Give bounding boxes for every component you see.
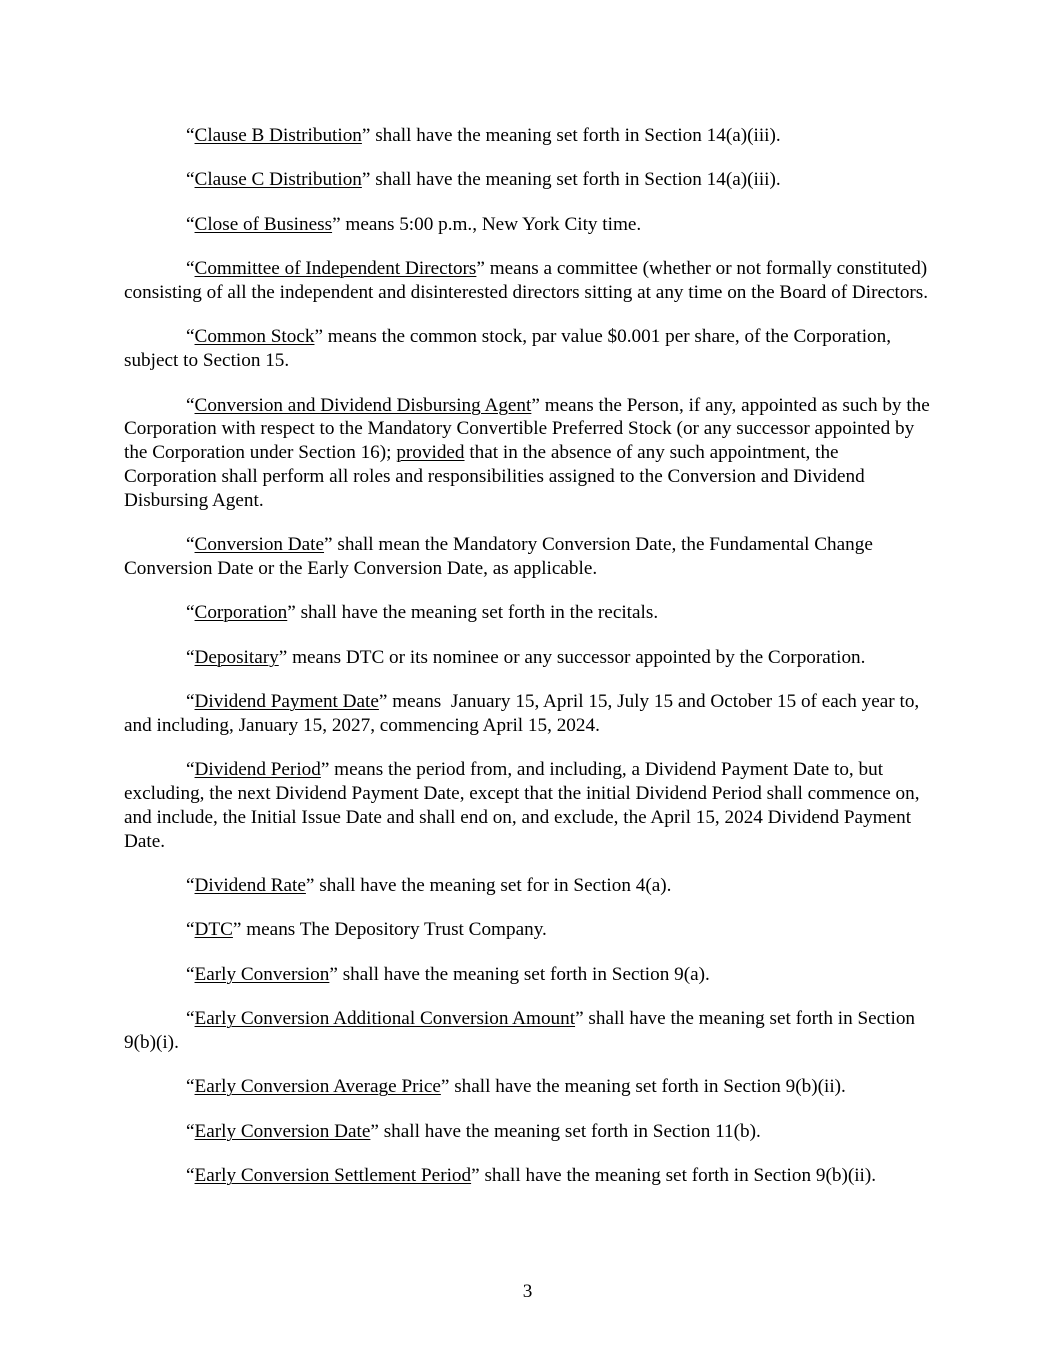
definition-text: shall have the meaning set for in Section 4(a). <box>314 875 672 897</box>
defined-term: Common Stock <box>194 326 315 348</box>
defined-term: Early Conversion Additional Conversion Amount <box>194 1008 576 1030</box>
page-number: 3 <box>522 1281 533 1302</box>
definition-text: shall mean the Mandatory Conversion Date, the Fundamental Change Conversion Date or the Early Conversion Date, as applicable. <box>124 534 873 579</box>
definition-paragraph: “Common Stock” means the common stock, par value $0.001 per share, of the Corporation, subject to Section 15. <box>124 326 892 372</box>
defined-term: Early Conversion Average Price <box>194 1076 441 1098</box>
defined-term: Early Conversion <box>194 963 330 985</box>
defined-term: Early Conversion Settlement Period <box>194 1165 472 1187</box>
definition-text: means the Person, if any, appointed as such by the Corporation with respect to the Mandatory Convertible Preferred Stock (or any successor appointed by the Corporation under Section 16); <box>124 394 930 464</box>
defined-term: Dividend Rate <box>194 875 306 897</box>
definition-text: means January 15, April 15, July 15 and October 15 of each year to, and including, January 15, 2027, commencing April 15, 2024. <box>124 691 925 736</box>
definition-paragraph: “Committee of Independent Directors” means a committee (whether or not formally constituted) consisting of all the independent and disinterested directors sitting at any time on the Board of Directors. <box>124 258 929 303</box>
definition-paragraph: “Early Conversion Additional Conversion Amount” shall have the meaning set forth in Section 9(b)(i). <box>124 1008 916 1054</box>
definition-text: shall have the meaning set forth in Section 14(a)(iii). <box>370 169 781 191</box>
definition-text: shall have the meaning set forth in Section 9(b)(ii). <box>449 1076 846 1098</box>
definition-text: means The Depository Trust Company. <box>241 919 547 941</box>
definitions-list <box>124 124 932 1209</box>
defined-term: Conversion and Dividend Disbursing Agent <box>194 394 532 416</box>
definition-text: means 5:00 p.m., New York City time. <box>340 213 642 235</box>
definition-text: shall have the meaning set forth in Section 9(b)(ii). <box>479 1165 877 1187</box>
defined-term: Committee of Independent Directors <box>194 258 477 280</box>
definition-text-continued: that in the absence of any such appointment, the Corporation shall perform all roles and responsibilities assigned to the Conversion and Dividend Disbursing Agent. <box>124 442 865 511</box>
defined-term: Clause B Distribution <box>194 125 362 146</box>
definition-paragraph: “Dividend Period” means the period from, and including, a Dividend Payment Date to, but excluding, the next Dividend Payment Date, except that the initial Dividend Period shall commence on, and include, the Initial Issue Date and shall end on, and exclude, the April 15, 2024 Dividend Payment Date. <box>124 759 920 852</box>
defined-term: Early Conversion Date <box>194 1120 371 1142</box>
proviso-keyword: provided <box>396 442 465 464</box>
defined-term: Dividend Payment Date <box>194 691 379 713</box>
defined-term: Corporation <box>194 602 288 624</box>
definition-paragraph: “Early Conversion Settlement Period” shall have the meaning set forth in Section 9(b)(ii). <box>186 1165 877 1187</box>
definition-text: means DTC or its nominee or any successor appointed by the Corporation. <box>287 646 866 668</box>
definition-paragraph: “Close of Business” means 5:00 p.m., New York City time. <box>186 213 642 235</box>
defined-term: Close of Business <box>194 213 333 235</box>
definition-paragraph: “Corporation” shall have the meaning set forth in the recitals. <box>186 602 659 624</box>
definition-paragraph: “Clause B Distribution” shall have the meaning set forth in Section 14(a)(iii). <box>186 125 781 146</box>
defined-term: Clause C Distribution <box>194 169 362 191</box>
defined-term: Conversion Date <box>194 534 325 556</box>
definition-paragraph: “Early Conversion” shall have the meaning set forth in Section 9(a). <box>186 963 710 985</box>
definition-paragraph: “Dividend Payment Date” means January 15, April 15, July 15 and October 15 of each year to, and including, January 15, 2027, commencing April 15, 2024. <box>124 691 925 736</box>
definition-text: shall have the meaning set forth in Section 11(b). <box>378 1120 761 1142</box>
definition-text: shall have the meaning set forth in Section 9(b)(i). <box>124 1008 916 1054</box>
definition-paragraph: “Depositary” means DTC or its nominee or any successor appointed by the Corporation. <box>186 646 866 668</box>
definition-text: means the period from, and including, a Dividend Payment Date to, but excluding, the next Dividend Payment Date, except that the initial Dividend Period shall commence on, and include, the Initial Issue Date and shall end on, and exclude, the April 15, 2024 Dividend Payment Date. <box>124 759 920 852</box>
definition-paragraph: “Early Conversion Date” shall have the meaning set forth in Section 11(b). <box>186 1120 761 1142</box>
defined-term: DTC <box>194 919 233 941</box>
defined-term: Dividend Period <box>194 759 321 781</box>
definition-text: means a committee (whether or not formally constituted) consisting of all the independent and disinterested directors sitting at any time on the Board of Directors. <box>124 258 929 303</box>
definition-paragraph: “Dividend Rate” shall have the meaning set for in Section 4(a). <box>186 875 672 897</box>
definition-paragraph: “Clause C Distribution” shall have the meaning set forth in Section 14(a)(iii). <box>186 169 781 191</box>
definition-paragraph: “DTC” means The Depository Trust Company. <box>186 919 547 941</box>
definition-paragraph: “Early Conversion Average Price” shall have the meaning set forth in Section 9(b)(ii). <box>186 1076 846 1098</box>
definition-text: means the common stock, par value $0.001 per share, of the Corporation, subject to Section 15. <box>124 326 892 372</box>
definition-paragraph: “Conversion Date” shall mean the Mandatory Conversion Date, the Fundamental Change Conversion Date or the Early Conversion Date, as applicable. <box>124 534 873 579</box>
definition-text: shall have the meaning set forth in Section 9(a). <box>337 963 710 985</box>
definition-paragraph: “Conversion and Dividend Disbursing Agent” means the Person, if any, appointed as such by the Corporation with respect to the Mandatory Convertible Preferred Stock (or any successor appointed by the Corporation under Section 16); provided that in the absence of any such appointment, the Corporation shall perform all roles and responsibilities assigned to the Conversion and Dividend Disbursing Agent. <box>124 394 930 511</box>
defined-term: Depositary <box>194 646 279 668</box>
definition-text: shall have the meaning set forth in the recitals. <box>295 602 659 624</box>
definition-text: shall have the meaning set forth in Section 14(a)(iii). <box>370 125 781 146</box>
